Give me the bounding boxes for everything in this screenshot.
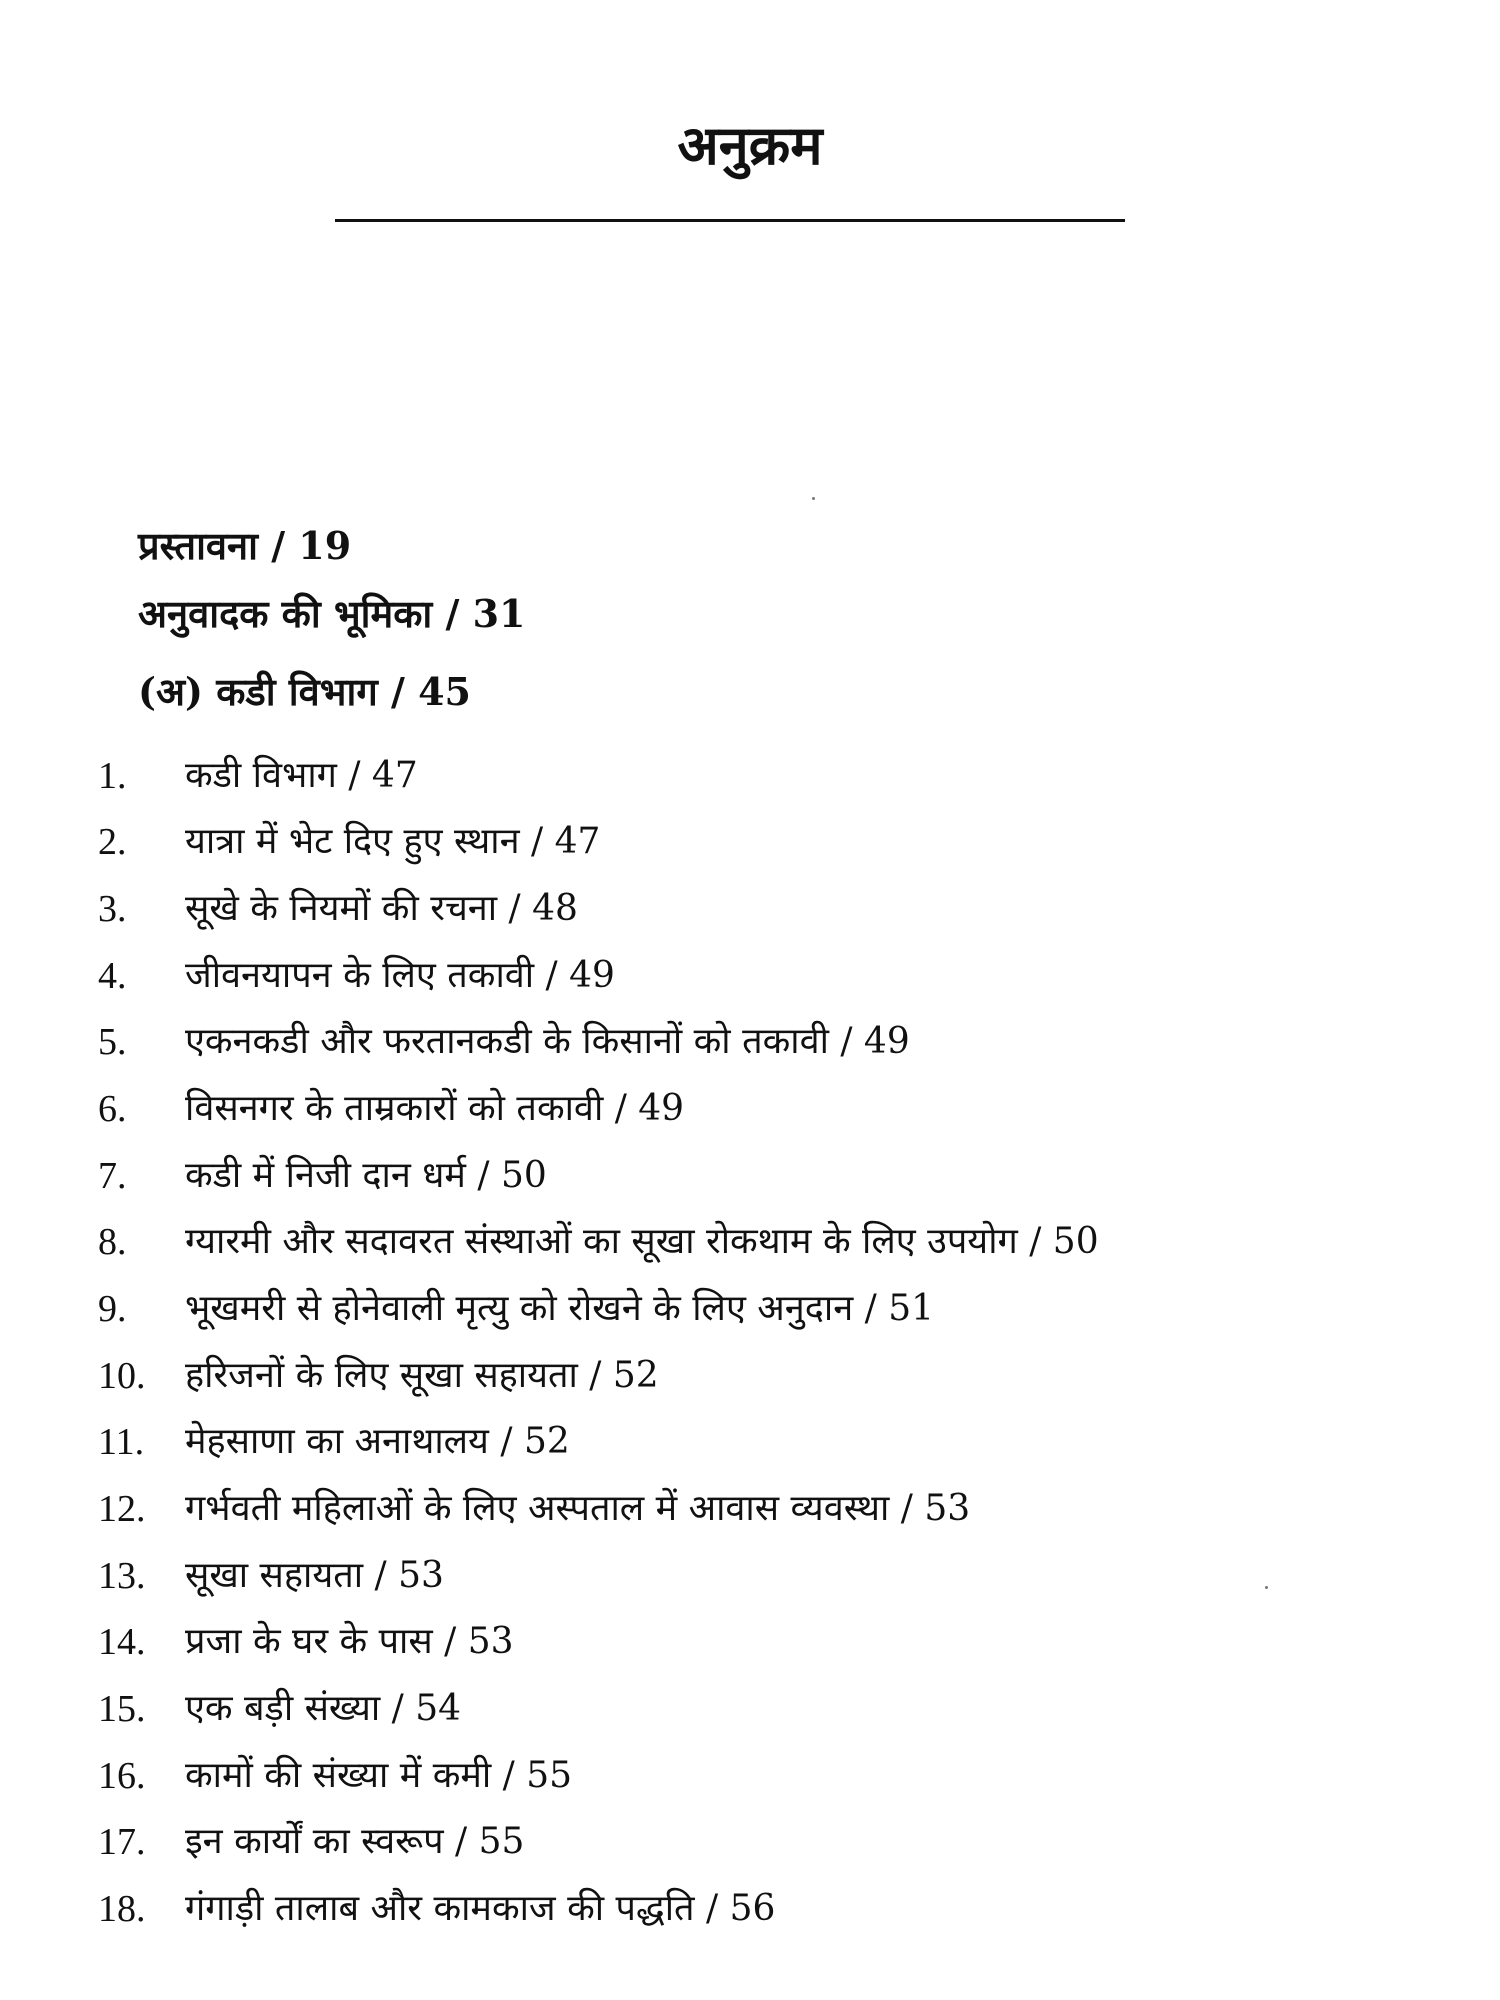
front-matter-item: प्रस्तावना / 19 [138,523,352,568]
entry-text: कामों की संख्या में कमी / 55 [185,1755,573,1796]
toc-entry [0,1414,1500,1470]
scan-speck [812,497,815,500]
page-title: अनुक्रम [677,113,823,177]
front-matter-item: अनुवादक की भूमिका / 31 [138,591,526,636]
entry-number: 2. [98,821,127,863]
front-matter-item: (अ) कडी विभाग / 45 [138,669,471,714]
entry-number: 1. [98,755,127,797]
entry-text: सूखा सहायता / 53 [185,1555,444,1596]
toc-entry [0,1014,1500,1070]
entry-number: 13. [98,1555,146,1597]
entry-text: सूखे के नियमों की रचना / 48 [185,888,578,929]
entry-text: एक बड़ी संख्या / 54 [185,1688,462,1729]
toc-entry [0,1081,1500,1137]
entry-text: भूखमरी से होनेवाली मृत्यु को रोखने के लिए अनुदान / 51 [185,1288,935,1329]
entry-number: 11. [98,1421,145,1463]
toc-entry [0,1614,1500,1670]
entry-text: ग्यारमी और सदावरत संस्थाओं का सूखा रोकथाम के लिए उपयोग / 50 [185,1221,1099,1262]
entry-number: 17. [98,1821,146,1863]
entry-text: गर्भवती महिलाओं के लिए अस्पताल में आवास व्यवस्था / 53 [185,1488,971,1529]
entry-number: 12. [98,1488,146,1530]
toc-entry [0,1548,1500,1604]
toc-entry [0,881,1500,937]
entry-number: 15. [98,1688,146,1730]
entry-text: प्रजा के घर के पास / 53 [185,1621,514,1662]
entry-number: 7. [98,1155,127,1197]
toc-entry [0,1148,1500,1204]
entry-text: विसनगर के ताम्रकारों को तकावी / 49 [185,1088,685,1129]
toc-entry [0,1348,1500,1404]
entry-text: हरिजनों के लिए सूखा सहायता / 52 [185,1355,659,1396]
entry-number: 4. [98,955,127,997]
entry-text: कडी विभाग / 47 [185,755,418,796]
entry-number: 8. [98,1221,127,1263]
entry-number: 18. [98,1888,146,1930]
entry-text: यात्रा में भेट दिए हुए स्थान / 47 [185,821,601,862]
toc-entry [0,1481,1500,1537]
toc-entry [0,814,1500,870]
toc-entry [0,1881,1500,1937]
toc-entry [0,748,1500,804]
entry-number: 6. [98,1088,127,1130]
entry-text: इन कार्यों का स्वरूप / 55 [185,1821,525,1862]
entry-text: कडी में निजी दान धर्म / 50 [185,1155,547,1196]
toc-entry [0,1748,1500,1804]
toc-entry [0,1814,1500,1870]
entry-text: मेहसाणा का अनाथालय / 52 [185,1421,570,1462]
toc-entry [0,948,1500,1004]
entry-text: गंगाड़ी तालाब और कामकाज की पद्धति / 56 [185,1888,776,1929]
entry-number: 10. [98,1355,146,1397]
title-underline [335,219,1125,222]
toc-entry [0,1281,1500,1337]
entry-number: 14. [98,1621,146,1663]
entry-number: 3. [98,888,127,930]
entry-text: एकनकडी और फरतानकडी के किसानों को तकावी / 49 [185,1021,910,1062]
toc-entry [0,1214,1500,1270]
entry-number: 16. [98,1755,146,1797]
entry-text: जीवनयापन के लिए तकावी / 49 [185,955,615,996]
entry-number: 5. [98,1021,127,1063]
entry-number: 9. [98,1288,127,1330]
toc-entry [0,1681,1500,1737]
